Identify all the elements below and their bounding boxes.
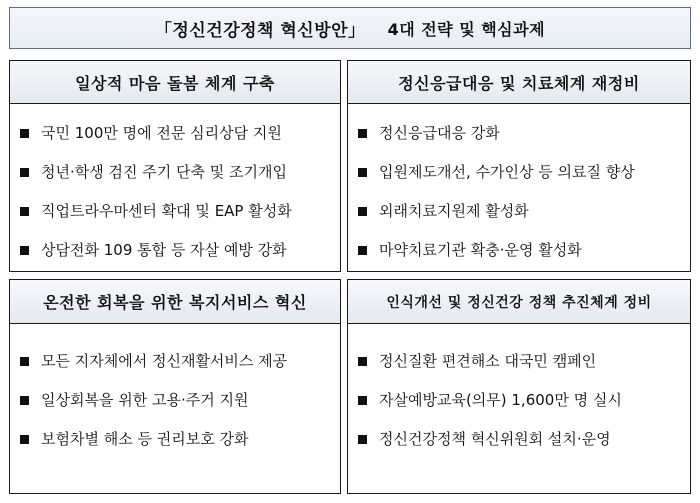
strategy-panel-4-title: 인식개선 및 정신건강 정책 추진체계 정비: [386, 294, 652, 311]
list-item-text: 직업트라우마센터 확대 및 EAP 활성화: [41, 202, 292, 220]
strategy-panel-2-list: [358, 123, 684, 260]
list-item-text: 입원제도개선, 수가인상 등 의료질 향상: [379, 163, 635, 181]
square-bullet-icon: [358, 357, 367, 366]
list-item-text: 외래치료지원제 활성화: [379, 202, 529, 220]
strategy-panel-3-list: [20, 351, 334, 449]
list-item-text: 국민 100만 명에 전문 심리상담 지원: [41, 124, 282, 142]
square-bullet-icon: [20, 246, 29, 255]
square-bullet-icon: [20, 129, 29, 138]
strategy-panel-1-header: [10, 61, 340, 104]
strategy-panel-3-title: 온전한 회복을 위한 복지서비스 혁신: [43, 293, 307, 312]
list-item: [20, 201, 334, 221]
strategy-panel-4: [347, 279, 691, 494]
list-item: [358, 429, 684, 449]
square-bullet-icon: [20, 435, 29, 444]
list-item: [358, 390, 684, 410]
list-item: [358, 201, 684, 221]
list-item: [358, 240, 684, 260]
square-bullet-icon: [358, 246, 367, 255]
square-bullet-icon: [20, 357, 29, 366]
list-item: [20, 429, 334, 449]
list-item-text: 모든 지자체에서 정신재활서비스 제공: [41, 352, 288, 370]
square-bullet-icon: [20, 207, 29, 216]
strategy-panel-2-title: 정신응급대응 및 치료체계 재정비: [398, 73, 640, 93]
list-item-text: 보험차별 해소 등 권리보호 강화: [41, 430, 249, 448]
strategy-panel-3: [9, 279, 341, 494]
list-item: [20, 123, 334, 143]
list-item: [20, 390, 334, 410]
list-item: [358, 123, 684, 143]
square-bullet-icon: [20, 396, 29, 405]
list-item-text: 상담전화 109 통합 등 자살 예방 강화: [41, 241, 287, 259]
list-item: [20, 162, 334, 182]
list-item-text: 일상회복을 위한 고용·주거 지원: [41, 391, 249, 409]
strategy-panel-4-list: [358, 351, 684, 449]
page-subtitle: 4대 전략 및 핵심과제: [387, 19, 546, 39]
strategy-panel-1-list: [20, 123, 334, 260]
strategy-panel-3-header: [10, 280, 340, 324]
list-item-text: 청년·학생 검진 주기 단축 및 조기개입: [41, 163, 287, 181]
list-item: [20, 351, 334, 371]
strategy-panel-2: [347, 60, 691, 272]
list-item: [358, 162, 684, 182]
list-item: [20, 240, 334, 260]
list-item-text: 정신응급대응 강화: [379, 124, 500, 142]
strategy-panel-2-header: [348, 61, 690, 104]
square-bullet-icon: [20, 168, 29, 177]
square-bullet-icon: [358, 207, 367, 216]
list-item-text: 마약치료기관 확충·운영 활성화: [379, 241, 582, 259]
strategy-panel-4-header: [348, 280, 690, 324]
list-item-text: 자살예방교육(의무) 1,600만 명 실시: [379, 391, 622, 409]
page-title: 「정신건강정책 혁신방안」: [154, 20, 366, 41]
list-item-text: 정신질환 편견해소 대국민 캠페인: [379, 352, 597, 370]
strategy-panel-1-title: 일상적 마음 돌봄 체계 구축: [75, 73, 275, 93]
list-item-text: 정신건강정책 혁신위원회 설치·운영: [379, 430, 611, 448]
square-bullet-icon: [358, 396, 367, 405]
square-bullet-icon: [358, 129, 367, 138]
strategy-panel-1: [9, 60, 341, 272]
square-bullet-icon: [358, 168, 367, 177]
list-item: [358, 351, 684, 371]
square-bullet-icon: [358, 435, 367, 444]
page-title-box: [9, 7, 691, 49]
